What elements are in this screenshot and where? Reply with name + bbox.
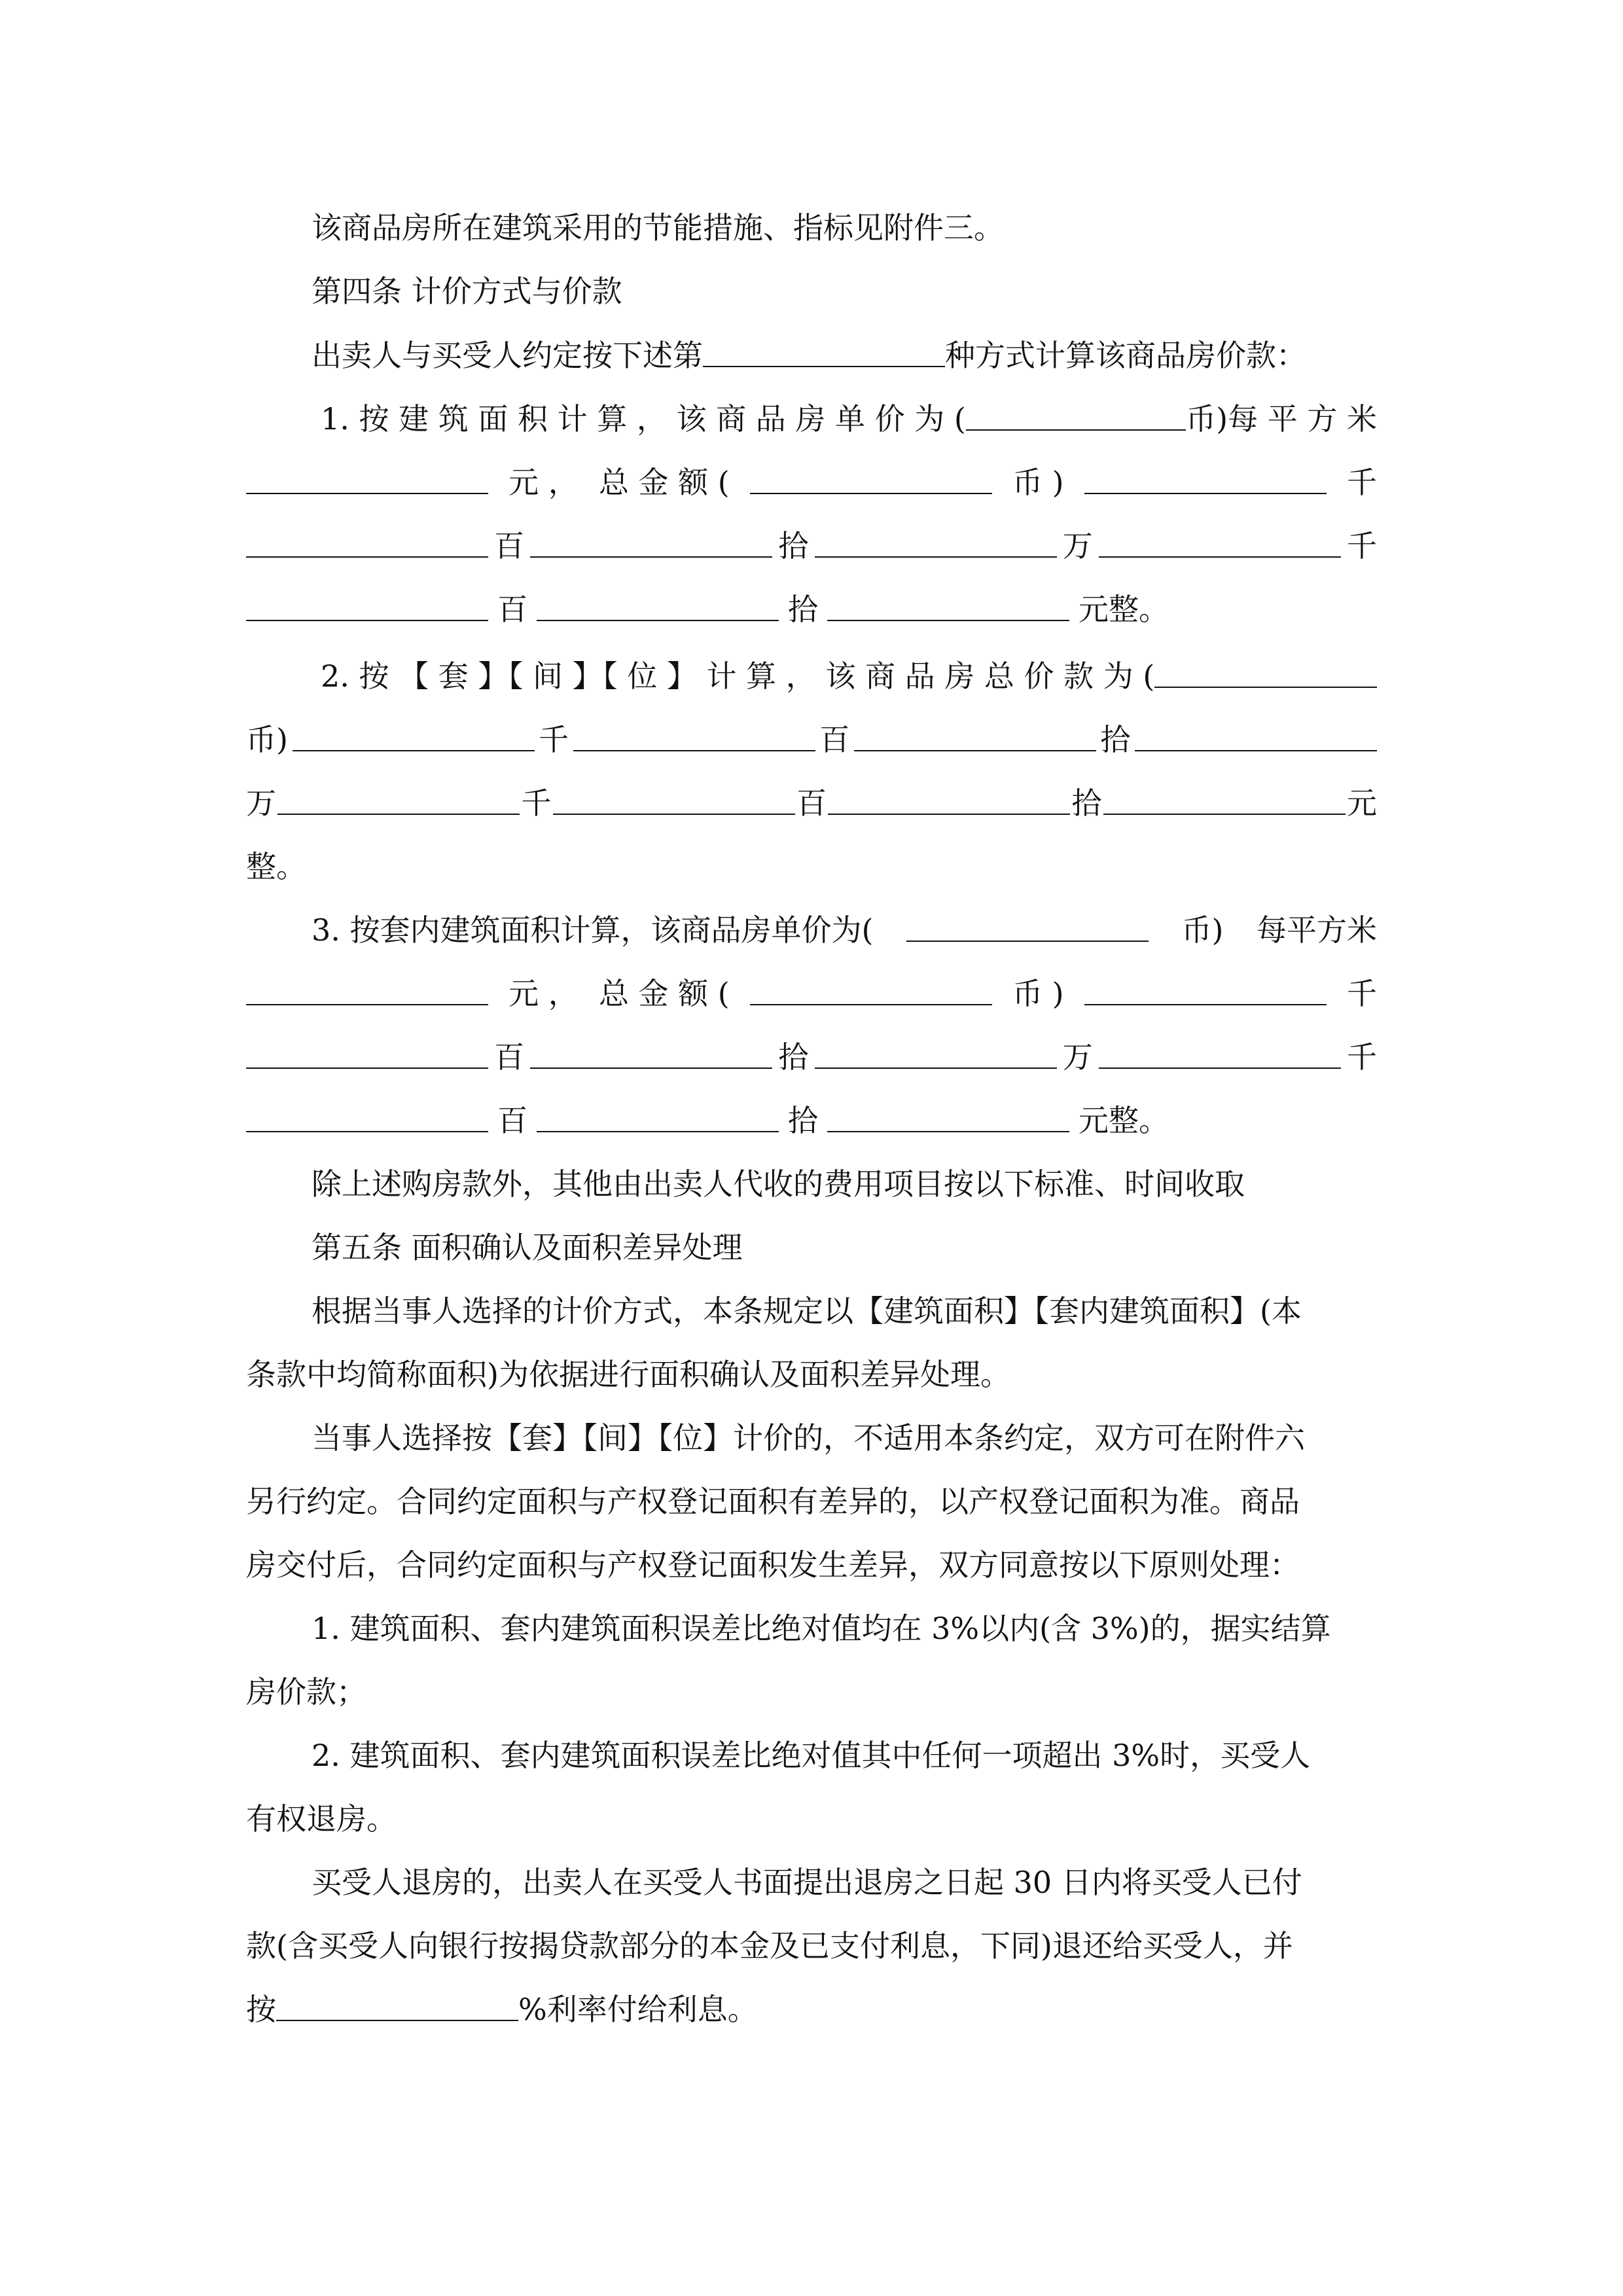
text-line: 房交付后，合同约定面积与产权登记面积发生差异，双方同意按以下原则处理： — [246, 1547, 1300, 1583]
currency-field[interactable] — [906, 910, 1149, 942]
amount-field[interactable] — [1135, 720, 1377, 751]
text-line — [312, 206, 1442, 249]
text-line: 房价款； — [246, 1674, 366, 1710]
text-line: 根据当事人选择的计价方式，本条规定以【建筑面积】【套内建筑面积】(本 — [312, 1293, 1302, 1329]
text-line: 款(含买受人向银行按揭贷款部分的本金及已支付利息，下同)退还给买受人，并 — [246, 1928, 1293, 1964]
method-1-label: 1. 按 建 筑 面 积 计 算 ， 该 商 品 房 单 价 为 ( — [321, 401, 966, 437]
text-line: 元 ， 总 金 额 ( 币 ) 千 — [246, 972, 1377, 1015]
energy-saving-line: 该商品房所在建筑采用的节能措施、指标见附件三。 — [312, 210, 1004, 245]
amount-field[interactable] — [293, 720, 535, 751]
interest-rate-field[interactable] — [276, 1990, 518, 2021]
amount-field[interactable] — [537, 590, 779, 621]
text-line: 条款中均简称面积)为依据进行面积确认及面积差异处理。 — [246, 1357, 1010, 1392]
amount-field[interactable] — [828, 783, 1070, 815]
text-line: 整。 — [246, 849, 306, 884]
text-line: 百 拾 万 千 — [246, 1035, 1377, 1079]
text-line: 有权退房。 — [246, 1801, 397, 1837]
amount-field[interactable] — [573, 720, 815, 751]
text-line: 买受人退房的，出卖人在买受人书面提出退房之日起 30 日内将买受人已付 — [312, 1865, 1302, 1900]
text-line: 按 %利率付给利息。 — [246, 1988, 1377, 2031]
amount-field[interactable] — [827, 1101, 1069, 1132]
amount-field[interactable] — [815, 526, 1057, 558]
amount-field[interactable] — [537, 1101, 779, 1132]
method-3-label: 3. 按套内建筑面积计算，该商品房单价为( — [312, 912, 874, 948]
text-line — [321, 655, 1377, 698]
article-5-title: 第五条 面积确认及面积差异处理 — [312, 1230, 743, 1265]
text-line: 1. 按 建 筑 面 积 计 算 ， 该 商 品 房 单 价 为 ( 币) 每 平 方 米 — [321, 397, 1377, 440]
amount-field[interactable] — [1103, 783, 1346, 815]
amount-field[interactable] — [277, 783, 520, 815]
amount-field[interactable] — [530, 1037, 772, 1069]
amount-field[interactable] — [246, 590, 488, 621]
amount-field[interactable] — [827, 590, 1069, 621]
amount-field[interactable] — [553, 783, 795, 815]
text-line: 另行约定。合同约定面积与产权登记面积有差异的，以产权登记面积为准。商品 — [246, 1484, 1300, 1519]
text-line: 2. 建筑面积、套内建筑面积误差比绝对值其中任何一项超出 3%时，买受人 — [312, 1738, 1311, 1773]
amount-field[interactable] — [854, 720, 1096, 751]
amount-field[interactable] — [530, 526, 772, 558]
currency-field[interactable] — [750, 463, 992, 494]
unit-price-field[interactable] — [246, 463, 488, 494]
amount-field[interactable] — [1099, 1037, 1341, 1069]
unit-price-field[interactable] — [246, 974, 488, 1005]
text-line: 3. 按套内建筑面积计算，该商品房单价为( 币) 每平方米 — [312, 908, 1377, 952]
amount-field[interactable] — [246, 526, 488, 558]
text-line: 出卖人与买受人约定按下述第 种方式计算该商品房价款： — [312, 334, 1377, 377]
amount-field[interactable] — [1084, 974, 1327, 1005]
text-line: 当事人选择按【套】【间】【位】计价的，不适用本条约定，双方可在附件六 — [312, 1420, 1305, 1456]
text-line: 百 拾 元整。 — [246, 588, 1377, 631]
text-line: 除上述购房款外，其他由出卖人代收的费用项目按以下标准、时间收取 — [312, 1166, 1245, 1202]
text-line: 币) 千 百 拾 — [246, 718, 1377, 761]
method-number-field[interactable] — [703, 336, 945, 367]
currency-field[interactable] — [1154, 656, 1377, 688]
text-line: 万 千 百 拾 元 — [246, 781, 1377, 825]
currency-field[interactable] — [966, 399, 1186, 431]
text-line: 百 拾 万 千 — [246, 524, 1377, 567]
article-heading — [312, 270, 1442, 313]
currency-field[interactable] — [750, 974, 992, 1005]
amount-field[interactable] — [815, 1037, 1057, 1069]
article-heading — [312, 1226, 1442, 1269]
text-line: 元 ， 总 金 额 ( 币 ) 千 — [246, 461, 1377, 504]
amount-field[interactable] — [246, 1037, 488, 1069]
amount-field[interactable] — [1099, 526, 1341, 558]
method-2-label: 2. 按 【 套 】【 间 】【 位 】 计 算 ， 该 商 品 房 总 价 款 为 ( — [321, 658, 1155, 694]
article-4-title: 第四条 计价方式与价款 — [312, 274, 622, 309]
text-line: 百 拾 元整。 — [246, 1099, 1377, 1142]
amount-field[interactable] — [1084, 463, 1327, 494]
text-line: 1. 建筑面积、套内建筑面积误差比绝对值均在 3%以内(含 3%)的，据实结算 — [312, 1611, 1331, 1646]
amount-field[interactable] — [246, 1101, 488, 1132]
